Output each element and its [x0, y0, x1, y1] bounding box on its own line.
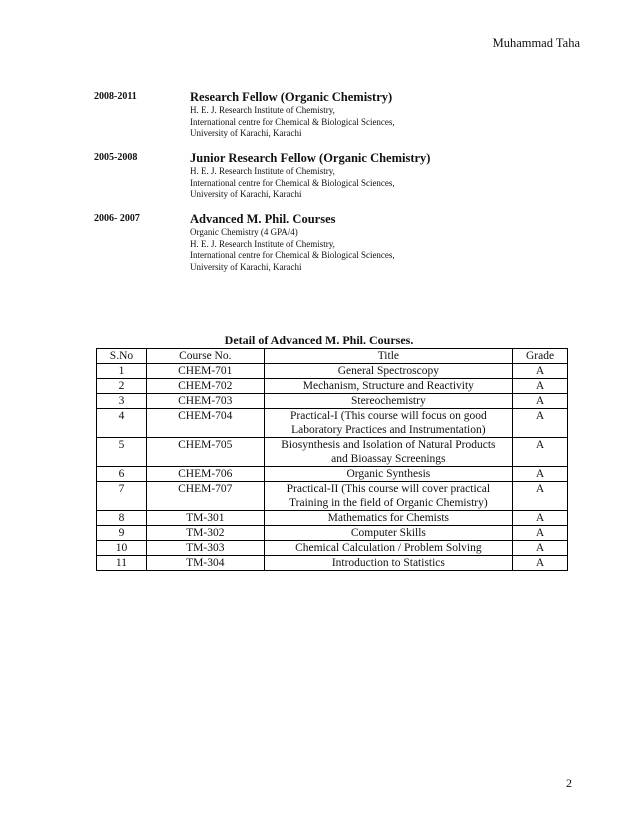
cell-title-line: Practical-I (This course will focus on good [289, 410, 487, 422]
cell-grade: A [513, 556, 568, 571]
cell-course-no: TM-302 [146, 526, 264, 541]
table-row [97, 467, 568, 482]
entry-period: 2006- 2007 [94, 213, 140, 224]
entry-role: Junior Research Fellow (Organic Chemistry) [190, 151, 431, 165]
column-header-title: Title [264, 349, 512, 364]
table-row [97, 526, 568, 541]
cell-title-line: Practical-II (This course will cover practical [286, 483, 491, 495]
entry-line: H. E. J. Research Institute of Chemistry, [190, 166, 335, 176]
cell-grade: A [513, 467, 568, 482]
cell-title [264, 394, 512, 409]
column-header-course-no: Course No. [146, 349, 264, 364]
table-row [97, 394, 568, 409]
table-row [97, 556, 568, 571]
cell-title-line: Mathematics for Chemists [327, 512, 450, 524]
cell-title [264, 409, 512, 438]
entry-line: International centre for Chemical & Biological Sciences, [190, 177, 395, 188]
cell-sno: 1 [97, 364, 147, 379]
entry-details [190, 211, 395, 273]
entry-details [190, 89, 395, 140]
cell-grade: A [513, 526, 568, 541]
cell-title-line: Laboratory Practices and Instrumentation) [291, 424, 486, 436]
cell-title-line: Chemical Calculation / Problem Solving [295, 542, 482, 554]
entry-details [190, 150, 430, 201]
cell-course-no: CHEM-701 [146, 364, 264, 379]
cell-title [264, 467, 512, 482]
entry-period: 2008-2011 [94, 91, 137, 102]
cell-sno: 8 [97, 511, 147, 526]
cell-grade: A [513, 482, 568, 511]
cell-course-no: CHEM-706 [146, 467, 264, 482]
table-row [97, 379, 568, 394]
cell-title-line: and Bioassay Screenings [331, 453, 446, 465]
cell-course-no: TM-301 [146, 511, 264, 526]
entry-line: H. E. J. Research Institute of Chemistry, [190, 105, 335, 115]
entry-role: Research Fellow (Organic Chemistry) [190, 90, 393, 104]
cell-title-line: Computer Skills [350, 527, 426, 539]
cell-grade: A [513, 364, 568, 379]
table-row [97, 482, 568, 511]
courses-table-title: Detail of Advanced M. Phil. Courses. [224, 333, 414, 347]
table-row [97, 409, 568, 438]
cell-course-no: TM-303 [146, 541, 264, 556]
cell-course-no: CHEM-702 [146, 379, 264, 394]
table-row [97, 438, 568, 467]
cell-sno: 10 [97, 541, 147, 556]
cell-course-no: CHEM-703 [146, 394, 264, 409]
table-row [97, 511, 568, 526]
courses-table-body [97, 364, 568, 571]
cell-course-no: TM-304 [146, 556, 264, 571]
entry-line: H. E. J. Research Institute of Chemistry, [190, 238, 335, 249]
entry-line: University of Karachi, Karachi [190, 189, 302, 199]
cell-course-no: CHEM-704 [146, 409, 264, 438]
cell-title [264, 556, 512, 571]
table-row [97, 364, 568, 379]
cell-title-line: Biosynthesis and Isolation of Natural Products [281, 439, 496, 451]
page-number: 2 [566, 776, 572, 790]
cell-title-line: Introduction to Statistics [331, 557, 445, 569]
cell-title [264, 482, 512, 511]
column-header-sno: S.No [97, 349, 147, 364]
cell-sno: 9 [97, 526, 147, 541]
table-row [97, 541, 568, 556]
cell-sno: 2 [97, 379, 147, 394]
cell-title [264, 438, 512, 467]
cell-course-no: CHEM-707 [146, 482, 264, 511]
cell-title [264, 364, 512, 379]
cell-sno: 11 [97, 556, 147, 571]
cell-course-no: CHEM-705 [146, 438, 264, 467]
entry-line: International centre for Chemical & Biological Sciences, [190, 250, 395, 260]
table-header-row [97, 349, 568, 364]
cell-title [264, 511, 512, 526]
cell-sno: 6 [97, 467, 147, 482]
entry-line: University of Karachi, Karachi [190, 261, 302, 272]
author-name: Muhammad Taha [492, 36, 580, 50]
cell-grade: A [513, 379, 568, 394]
cell-sno: 4 [97, 409, 147, 438]
entry-line: University of Karachi, Karachi [190, 128, 302, 138]
cell-title-line: Mechanism, Structure and Reactivity [302, 380, 474, 392]
column-header-grade: Grade [513, 349, 568, 364]
cell-title-line: Training in the field of Organic Chemistry) [289, 497, 488, 509]
cell-title-line: Organic Synthesis [346, 468, 431, 480]
cell-grade: A [513, 438, 568, 467]
courses-table [96, 348, 568, 571]
entry-period: 2005-2008 [94, 152, 138, 163]
cell-title-line: General Spectroscopy [337, 365, 439, 377]
cell-sno: 3 [97, 394, 147, 409]
cell-grade: A [513, 394, 568, 409]
cell-title [264, 526, 512, 541]
entry-role: Advanced M. Phil. Courses [190, 212, 336, 226]
cell-grade: A [513, 511, 568, 526]
cell-title [264, 379, 512, 394]
cell-grade: A [513, 409, 568, 438]
cell-title-line: Stereochemistry [350, 395, 426, 407]
cell-sno: 7 [97, 482, 147, 511]
cell-title [264, 541, 512, 556]
cell-sno: 5 [97, 438, 147, 467]
cell-grade: A [513, 541, 568, 556]
entry-line: International centre for Chemical & Biological Sciences, [190, 116, 395, 127]
entry-line: Organic Chemistry (4 GPA/4) [190, 227, 298, 237]
